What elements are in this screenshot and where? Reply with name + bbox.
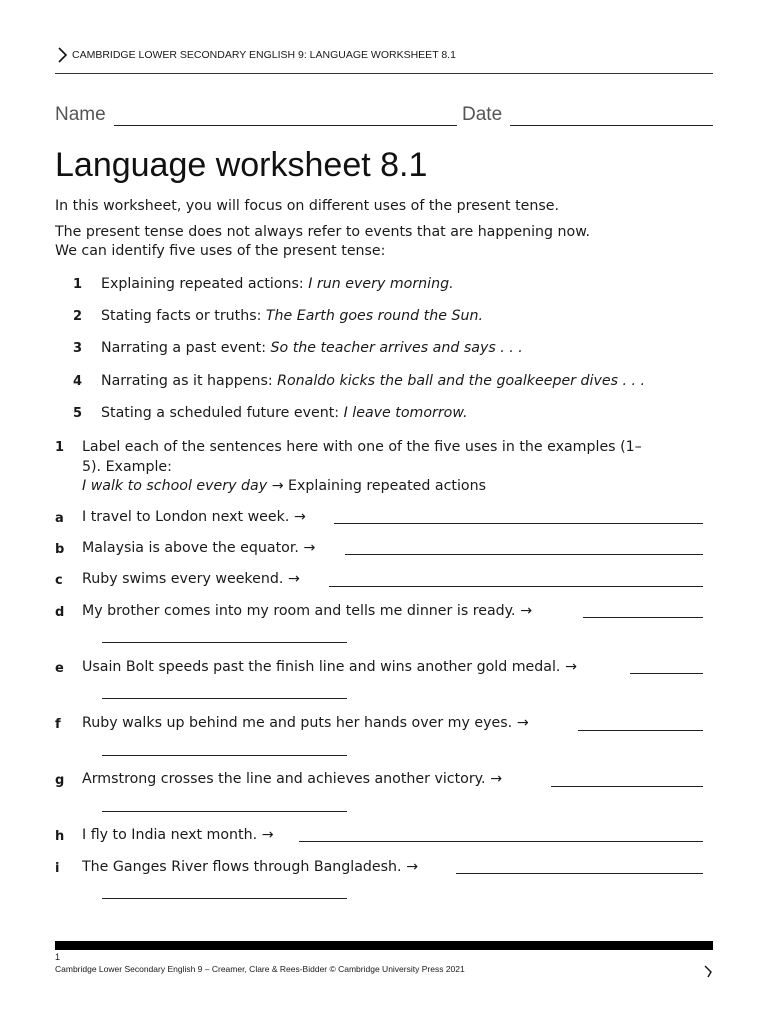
arrow-icon: → xyxy=(406,859,418,875)
example-sentence: So the teacher arrives and says . . . xyxy=(270,340,523,356)
page-title: Language worksheet 8.1 xyxy=(55,146,428,184)
arrow-icon: → xyxy=(516,715,529,731)
item-sentence xyxy=(82,508,306,527)
item-letter: c xyxy=(55,573,63,588)
example-sentence: Ronaldo kicks the ball and the goalkeeper dives . . . xyxy=(277,373,646,389)
answer-line[interactable] xyxy=(345,554,703,555)
arrow-icon: → xyxy=(261,827,274,843)
chevron-right-icon xyxy=(702,963,714,979)
example-label: Narrating as it happens: xyxy=(101,373,278,389)
item-text: The Ganges River flows through Bangladesh. xyxy=(82,859,402,875)
example-label: Stating facts or truths: xyxy=(101,308,266,324)
example-label: Stating a scheduled future event: xyxy=(101,405,344,421)
item-letter: d xyxy=(55,605,65,620)
example-sentence: I walk to school every day xyxy=(82,478,268,494)
example-item xyxy=(101,276,454,292)
example-item xyxy=(101,308,483,324)
answer-line[interactable] xyxy=(329,586,703,587)
item-sentence xyxy=(82,770,502,789)
example-number: 1 xyxy=(73,277,83,292)
running-header: CAMBRIDGE LOWER SECONDARY ENGLISH 9: LANGUAGE WORKSHEET 8.1 xyxy=(72,49,456,61)
answer-line[interactable] xyxy=(102,898,347,899)
example-item xyxy=(101,340,523,356)
example-number: 2 xyxy=(73,309,83,324)
page-number: 1 xyxy=(55,952,61,962)
example-sentence: The Earth goes round the Sun. xyxy=(265,308,483,324)
item-sentence xyxy=(82,658,577,677)
item-text: I fly to India next month. xyxy=(82,827,258,843)
question-number: 1 xyxy=(55,440,65,455)
item-text: Armstrong crosses the line and achieves another victory. xyxy=(82,771,486,787)
item-text: Ruby swims every weekend. xyxy=(82,571,284,587)
question-example xyxy=(82,477,486,496)
answer-line[interactable] xyxy=(456,873,703,874)
intro-line-3: We can identify five uses of the present tense: xyxy=(55,243,386,259)
footer-bar xyxy=(55,941,713,950)
answer-line[interactable] xyxy=(102,811,347,812)
item-sentence xyxy=(82,539,315,558)
item-letter: b xyxy=(55,542,65,557)
arrow-icon: → xyxy=(490,771,502,787)
example-number: 4 xyxy=(73,374,83,389)
item-sentence xyxy=(82,602,532,621)
item-text: I travel to London next week. xyxy=(82,509,290,525)
item-letter: a xyxy=(55,511,64,526)
item-sentence xyxy=(82,714,529,733)
arrow-icon: → xyxy=(303,540,316,556)
item-letter: i xyxy=(55,861,60,876)
example-item xyxy=(101,405,468,421)
question-line-1: Label each of the sentences here with one of the five uses in the examples (1– xyxy=(82,439,642,455)
example-sentence: I run every morning. xyxy=(308,276,454,292)
arrow-icon: → xyxy=(271,478,284,494)
name-date-row xyxy=(55,104,713,130)
item-letter: f xyxy=(55,717,61,732)
item-sentence xyxy=(82,858,418,877)
example-item xyxy=(101,373,645,389)
example-number: 3 xyxy=(73,341,83,356)
name-field[interactable] xyxy=(114,125,457,126)
item-text: Usain Bolt speeds past the finish line and wins another gold medal. xyxy=(82,659,561,675)
item-sentence xyxy=(82,570,300,589)
date-field[interactable] xyxy=(510,125,713,126)
item-letter: e xyxy=(55,661,64,676)
example-number: 5 xyxy=(73,406,83,421)
answer-line[interactable] xyxy=(630,673,703,674)
answer-line[interactable] xyxy=(102,755,347,756)
name-label: Name xyxy=(55,104,106,125)
answer-line[interactable] xyxy=(102,642,347,643)
item-text: My brother comes into my room and tells me dinner is ready. xyxy=(82,603,516,619)
example-answer: Explaining repeated actions xyxy=(283,478,486,494)
example-label: Narrating a past event: xyxy=(101,340,271,356)
example-label: Explaining repeated actions: xyxy=(101,276,309,292)
item-text: Malaysia is above the equator. xyxy=(82,540,299,556)
intro-line-2: The present tense does not always refer to events that are happening now. xyxy=(55,224,591,240)
answer-line[interactable] xyxy=(334,523,703,524)
chevron-right-icon xyxy=(55,46,69,64)
item-letter: g xyxy=(55,773,65,788)
arrow-icon: → xyxy=(293,509,306,525)
answer-line[interactable] xyxy=(102,698,347,699)
arrow-icon: → xyxy=(564,659,577,675)
item-text: Ruby walks up behind me and puts her hands over my eyes. xyxy=(82,715,513,731)
answer-line[interactable] xyxy=(578,730,703,731)
arrow-icon: → xyxy=(287,571,300,587)
item-letter: h xyxy=(55,829,65,844)
footer-credit: Cambridge Lower Secondary English 9 – Creamer, Clare & Rees-Bidder © Cambridge University Press 2021 xyxy=(55,964,465,974)
item-sentence xyxy=(82,826,274,845)
header-divider xyxy=(55,73,713,74)
answer-line[interactable] xyxy=(551,786,703,787)
answer-line[interactable] xyxy=(299,841,703,842)
example-sentence: I leave tomorrow. xyxy=(343,405,468,421)
question-line-2: 5). Example: xyxy=(82,459,172,475)
arrow-icon: → xyxy=(520,603,532,619)
answer-line[interactable] xyxy=(583,617,703,618)
date-label: Date xyxy=(462,104,503,125)
intro-line-1: In this worksheet, you will focus on different uses of the present tense. xyxy=(55,198,560,214)
